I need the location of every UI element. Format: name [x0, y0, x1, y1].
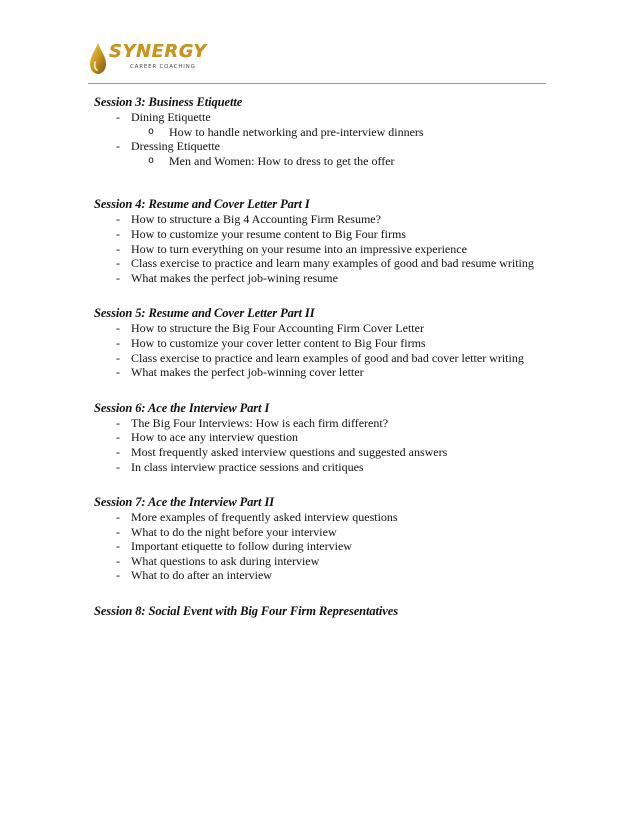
list-item: - How to structure the Big Four Accounting Firm Cover Letter: [116, 321, 424, 336]
list-item: - What makes the perfect job-wining resume: [116, 270, 338, 285]
session-3: [94, 95, 544, 168]
list-item: - How to turn everything on your resume into an impressive experience: [116, 241, 467, 256]
session-6: [94, 401, 544, 474]
list-item: - Dining Etiquette: [116, 110, 211, 124]
session-title: Session 3: Business Etiquette: [94, 95, 243, 109]
list-item: - Class exercise to practice and learn examples of good and bad cover letter writing: [116, 350, 524, 365]
session-8: [94, 604, 544, 619]
brand-tagline: CAREER COACHING: [130, 64, 196, 70]
session-4: [94, 197, 544, 285]
sub-list-item: o How to handle networking and pre-interview dinners: [148, 124, 424, 139]
list-item: - What to do after an interview: [116, 568, 272, 583]
synergy-logo: [88, 40, 208, 78]
session-title: Session 5: Resume and Cover Letter Part II: [94, 306, 315, 321]
list-item: - More examples of frequently asked interview questions: [116, 510, 398, 525]
page-header: [88, 40, 548, 80]
brand-name: SYNERGY: [109, 41, 207, 62]
sub-list-item: o Men and Women: How to dress to get the offer: [148, 153, 395, 168]
session-7: [94, 495, 544, 583]
list-item: - Most frequently asked interview questions and suggested answers: [116, 444, 448, 459]
list-item: - How to structure a Big 4 Accounting Firm Resume?: [116, 212, 381, 227]
list-item: - What questions to ask during interview: [116, 553, 320, 568]
list-item: - How to ace any interview question: [116, 430, 298, 445]
session-title: Session 4: Resume and Cover Letter Part I: [94, 197, 310, 212]
list-item: - The Big Four Interviews: How is each firm different?: [116, 415, 389, 430]
header-divider: [88, 83, 546, 84]
list-item: - Important etiquette to follow during interview: [116, 539, 352, 554]
list-item: - In class interview practice sessions and critiques: [116, 459, 364, 474]
session-5: [94, 306, 544, 379]
session-list: [94, 95, 544, 640]
list-item: - How to customize your cover letter content to Big Four firms: [116, 335, 426, 350]
list-item: - Class exercise to practice and learn many examples of good and bad resume writing: [116, 256, 534, 271]
session-title: Session 6: Ace the Interview Part I: [94, 400, 270, 415]
list-item: - What to do the night before your interview: [116, 524, 337, 539]
list-item: - What makes the perfect job-winning cover letter: [116, 365, 364, 380]
oil-drop-icon: [88, 42, 108, 76]
session-title: Session 7: Ace the Interview Part II: [94, 495, 274, 510]
list-item: - How to customize your resume content to Big Four firms: [116, 226, 406, 241]
session-title: Session 8: Social Event with Big Four Firm Representatives: [94, 604, 398, 619]
list-item: - Dressing Etiquette: [116, 139, 220, 154]
